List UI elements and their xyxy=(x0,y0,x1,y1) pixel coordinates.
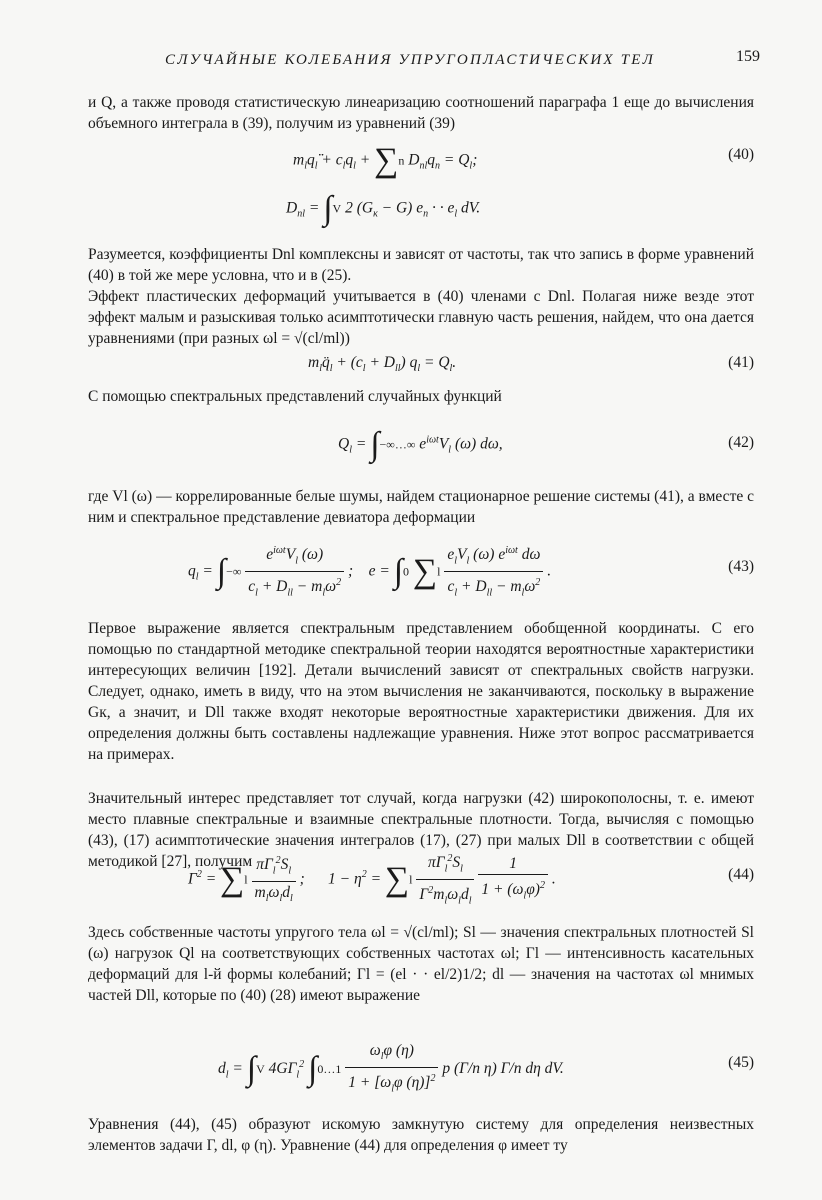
equation-44-body: $\Gamma^2 = \sum l$ $\frac{\pi\Gamma_l^2S_l}{m_l\omega_ld_l}$ ; $1 - \eta^2 = \sum l$ $\frac{\pi\Gamma_l^2S_l}{\Gamma^2m_l\omega_ld_l}$ $\frac{1}{1 + (\omega_l\varphi)^2}$ . xyxy=(188,848,556,912)
equation-42 xyxy=(88,418,754,474)
equation-43-body: $q_l$ = ∫−∞ $\frac{e^{i\omega t}V_l (\omega)}{c_l + D_{ll} - m_l\omega^2}$ ; e = ∫0 ∑l $\frac{e_lV_l (\omega) e^{i\omega t} d\omega}{c_l + D_{ll} - m_l\omega^2}$ . xyxy=(188,540,551,604)
paragraph-6: Первое выражение является спектральным представлением обобщенной координаты. С его помощью по стандартной методике спектральной теории находятся вероятностные характеристики интересующих величин [192]. Детали вычислений зависят от спектральных свойств нагрузки. Следует, однако, иметь в виду, что на этом вычисления не заканчиваются, поскольку в выражение Gк, а значит, и Dll также входят некоторые вероятностные характеристики движения. Для их определения должны быть составлены надлежащие уравнения. Ниже этот вопрос рассматривается на примерах. xyxy=(88,620,754,763)
equation-40-number: (40) xyxy=(728,146,754,163)
equation-44 xyxy=(88,844,754,906)
equation-40 xyxy=(88,140,754,232)
equation-42-number: (42) xyxy=(728,434,754,451)
equation-45-number: (45) xyxy=(728,1054,754,1071)
equation-41 xyxy=(88,352,754,378)
equation-42-body: $Q_l$ = ∫−∞…∞ $e^{i\omega t}V_l$ (ω) dω, xyxy=(338,426,503,463)
paragraph-8: Здесь собственные частоты упругого тела ωl = √(cl/ml); Sl — значения спектральных плотностей Sl (ω) нагрузок Ql на соответствующих собственных частотах ωl; Γl — интенсивность касательных деформаций для l-й формы колебаний; Γl = (el · · el/2)1/2; dl — значения на частотах ωl мнимых частей Dll, которые по (40) (28) имеют выражение xyxy=(88,924,754,1004)
equation-40-line2: $D_{nl} = \int V$ 2 $(G_к - G) e_n$ · · $e_l$ dV. xyxy=(286,190,481,227)
page-number: 159 xyxy=(736,48,760,65)
paragraph-5: где Vl (ω) — коррелированные белые шумы, найдем стационарное решение системы (41), а вместе с ним и спектральное представление девиатора деформации xyxy=(88,488,754,526)
paragraph-4: С помощью спектральных представлений случайных функций xyxy=(88,388,502,405)
equation-45 xyxy=(88,1030,754,1100)
equation-43 xyxy=(88,534,754,604)
paragraph-3: Эффект пластических деформаций учитывается в (40) членами с Dnl. Полагая ниже везде этот эффект малым и разыскивая только асимптотически главную часть решения, найдем, что она дается уравнениями (при разных ωl = √(cl/ml)) xyxy=(88,288,754,347)
equation-41-body: $m_lq̈_l + (c_l + D_{ll}) q_l = Q_l$. xyxy=(308,354,457,375)
paragraph-7: Значительный интерес представляет тот случай, когда нагрузки (42) широкополосны, т. е. имеют место плавные спектральные и взаимные спектральные плотности. Тогда, вычисляя с помощью (43), (17) асимптотические значения интегралов (17), (27) при малых Dll в соответствии с общей методикой [27], получим xyxy=(88,790,754,870)
paragraph-9: Уравнения (44), (45) образуют искомую замкнутую систему для определения неизвестных элементов задачи Γ, dl, φ (η). Уравнение (44) для определения φ имеет ту xyxy=(88,1116,754,1154)
equation-40-line1: $m_lq_l̈̈ + c_lq_l + \sum n$ $D_{nl}q_n = Q_l$; xyxy=(293,142,478,179)
equation-45-body: $d_l = \int V$ $4G\Gamma_l^2$ ∫0…1 $\frac{\omega_l\varphi (\eta)}{1 + [\omega_l\varphi (\eta)]^2}$ p (Γ/n η) Γ/n dη dV. xyxy=(218,1042,564,1095)
paragraph-2: Разумеется, коэффициенты Dnl комплексны и зависят от частоты, так что запись в форме уравнений (40) в той же мере условна, что и в (25). xyxy=(88,246,754,284)
running-title: СЛУЧАЙНЫЕ КОЛЕБАНИЯ УПРУГОПЛАСТИЧЕСКИХ ТЕЛ xyxy=(164,52,656,68)
equation-44-number: (44) xyxy=(728,866,754,883)
equation-43-number: (43) xyxy=(728,558,754,575)
paragraph-1: и Q, а также проводя статистическую линеаризацию соотношений параграфа 1 еще до вычисления объемного интеграла в (39), получим из уравнений (39) xyxy=(88,94,754,132)
equation-41-number: (41) xyxy=(728,354,754,371)
